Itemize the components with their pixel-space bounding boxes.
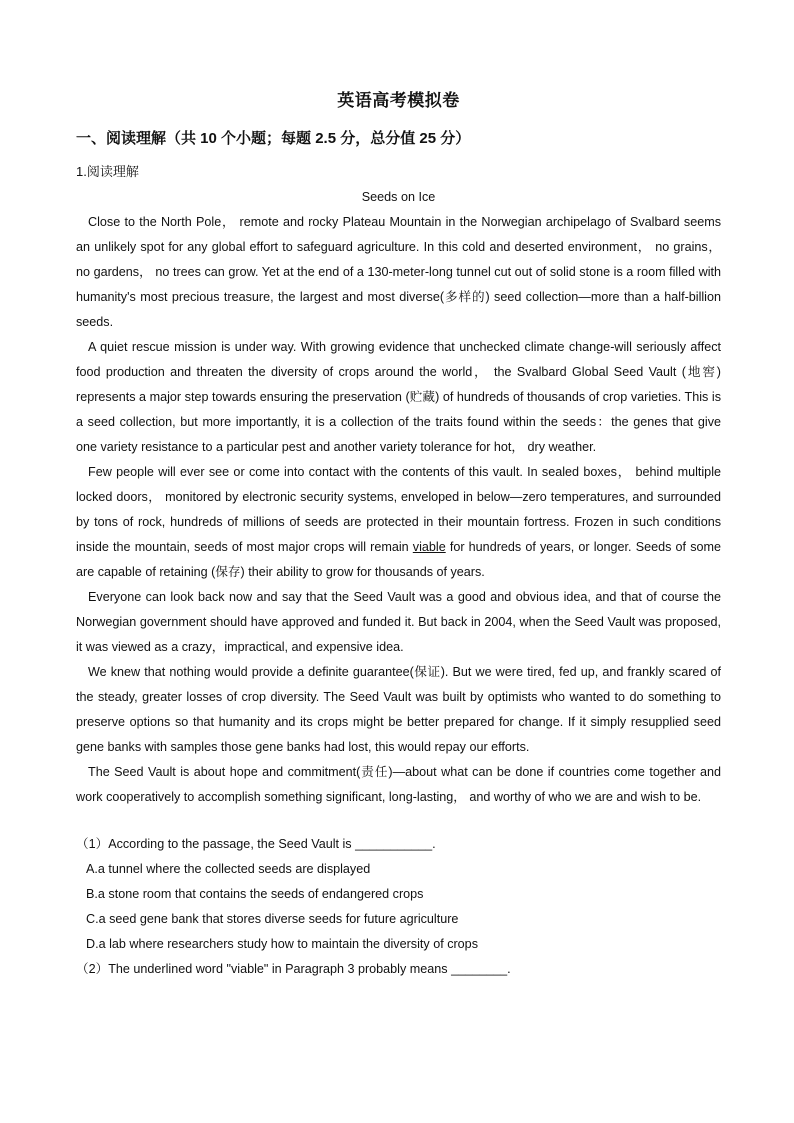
paragraph-5: We knew that nothing would provide a definite guarantee(保证). But we were tired, fed up, and frankly scared of the steady, greater losses of crop diversity. The Seed Vault was built by optimists who wanted to do something to preserve options so that humanity and its crops might be better prepared for change. If it simply resupplied seed gene banks with samples those gene banks had lost, this would repay our efforts. [76, 665, 721, 754]
question-1-option-a[interactable]: A.a tunnel where the collected seeds are displayed [86, 862, 371, 876]
paragraph-1: Close to the North Pole， remote and rocky Plateau Mountain in the Norwegian archipelago of Svalbard seems an unlikely spot for any global effort to safeguard agriculture. In this cold and deserted environment， no grains， no gardens， no trees can grow. Yet at the end of a 130-meter-long tunnel cut out of solid stone is a room filled with humanity's most precious treasure, the largest and most diverse(多样的) seed collection—more than a half-billion seeds. [76, 215, 721, 329]
question-1-option-b[interactable]: B.a stone room that contains the seeds of endangered crops [86, 887, 424, 901]
paragraph-3-part-1: Few people will ever see or come into contact with the contents of this vault. In sealed boxes， behind multiple locked doors， monitored by electronic security systems, enveloped in below—zero temperatures, and surrounded by tons of rock, hundreds of millions of seeds are protected in their mountain fortress. Frozen in such conditions inside the mountain, seeds of most major crops will remain [76, 465, 721, 554]
article-title: Seeds on Ice [361, 190, 436, 204]
paragraph-3 [76, 460, 721, 585]
question-1-option-c[interactable]: C.a seed gene bank that stores diverse seeds for future agriculture [86, 912, 459, 926]
paragraph-3-part-2: for hundreds of years, or longer. Seeds of some are capable of retaining (保存) their ability to grow for thousands of years. [76, 540, 721, 579]
paragraph-6: The Seed Vault is about hope and commitment(责任)—about what can be done if countries come together and work cooperatively to accomplish something significant, long-lasting， and worthy of who we are and wish to be. [76, 765, 721, 804]
questions [76, 832, 736, 982]
reading-passage [76, 185, 721, 810]
paragraph-2: A quiet rescue mission is under way. With growing evidence that unchecked climate change-will seriously affect food production and threaten the diversity of crops around the world， the Svalbard Global Seed Vault (地窖) represents a major step towards ensuring the preservation (贮藏) of hundreds of thousands of crop varieties. This is a seed collection, but more importantly, it is a collection of the traits found within the seeds：the genes that give one variety resistance to a particular pest and another variety tolerance for hot， dry weather. [76, 340, 721, 454]
question-1-option-d[interactable]: D.a lab where researchers study how to maintain the diversity of crops [86, 937, 478, 951]
exam-title: 英语高考模拟卷 [337, 91, 460, 110]
question-2: （2）The underlined word "viable" in Paragraph 3 probably means ________. [76, 962, 511, 976]
paragraph-4: Everyone can look back now and say that the Seed Vault was a good and obvious idea, and that of course the Norwegian government should have approved and funded it. But back in 2004, when the Seed Vault was proposed, it was viewed as a crazy，impractical, and expensive idea. [76, 590, 721, 654]
question-1: （1）According to the passage, the Seed Vault is ___________. [76, 837, 436, 851]
underlined-word-viable: viable [412, 540, 446, 554]
section-heading: 一、阅读理解（共 10 个小题；每题 2.5 分，总分值 25 分） [76, 130, 471, 147]
question-label: 1.阅读理解 [76, 164, 139, 179]
